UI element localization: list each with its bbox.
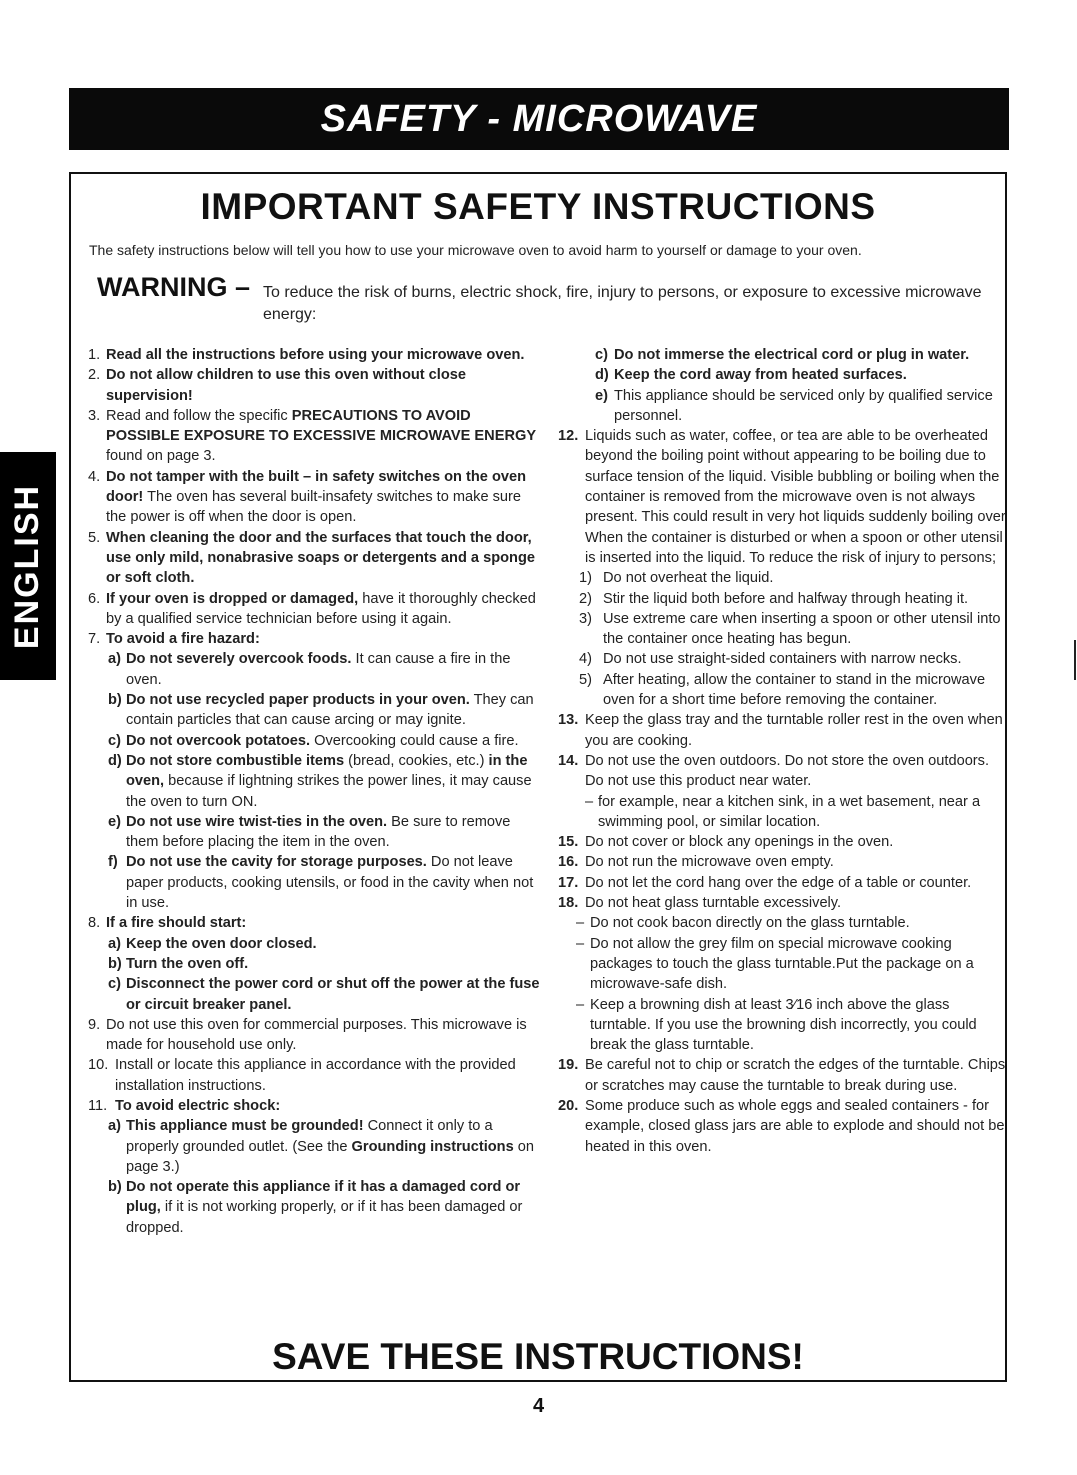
list-item: 1. Read all the instructions before using your microwave oven. bbox=[88, 347, 525, 363]
list-item: 4. Do not tamper with the built – in safety switches on the oven door! The oven has several built-insafety switches to make sure the power is off when the door is open. bbox=[88, 468, 527, 526]
edge-mark bbox=[1074, 640, 1076, 680]
list-item: 10. Install or locate this appliance in accordance with the provided installation instructions. bbox=[88, 1057, 516, 1094]
list-item: 14. Do not use the oven outdoors. Do not store the oven outdoors. Do not use this product near water. bbox=[558, 752, 990, 790]
step-item: 3) Use extreme care when inserting a spoon or other utensil into the container once heating has begun. bbox=[579, 610, 1001, 648]
list-item: 6. If your oven is dropped or damaged, have it thoroughly checked by a qualified service technician before using it again. bbox=[88, 590, 536, 627]
sub-item: c) Do not immerse the electrical cord or plug in water. bbox=[595, 347, 970, 363]
sub-item: b) Do not use recycled paper products in your oven. They can contain particles that can cause arcing or may ignite. bbox=[108, 692, 534, 729]
sub-item: d) Keep the cord away from heated surfaces. bbox=[595, 367, 907, 384]
list-item: 7. To avoid a fire hazard: bbox=[88, 631, 260, 648]
warning-text: To reduce the risk of burns, electric shock, fire, injury to persons, or exposure to excessive microwave energy: bbox=[263, 284, 982, 323]
sub-item: a) This appliance must be grounded! Connect it only to a properly grounded outlet. (See the Grounding instructions on page 3.) bbox=[108, 1118, 534, 1175]
list-item: 19. Be careful not to chip or scratch the edges of the turntable. Chips or scratches may cause the turntable to break during use. bbox=[558, 1057, 1006, 1094]
language-tab bbox=[0, 452, 56, 680]
sub-item: f) Do not use the cavity for storage purposes. Do not leave paper products, cooking utensils, or food in the cavity when not in use. bbox=[108, 854, 534, 912]
list-item: 9. Do not use this oven for commercial purposes. This microwave is made for household use only. bbox=[88, 1016, 527, 1054]
sub-item: c) Disconnect the power cord or shut off the power at the fuse or circuit breaker panel. bbox=[108, 976, 540, 1013]
list-item: 3. Read and follow the specific PRECAUTIONS TO AVOID POSSIBLE EXPOSURE TO EXCESSIVE MICROWAVE ENERGY found on page 3. bbox=[88, 407, 537, 465]
list-item: 12. Liquids such as water, coffee, or tea are able to be overheated beyond the boiling point without appearing to be boiling due to surface tension of the liquid. Visible bubbling or boiling when the container is removed from the microwave oven is not always present. This could result in very hot liquids suddenly boiling over When the container is disturbed or when a spoon or other utensil is inserted into the liquid. To reduce the risk of injury to persons; bbox=[558, 428, 1006, 566]
section-title: SAFETY - MICROWAVE bbox=[320, 97, 758, 140]
sub-item: a) Keep the oven door closed. bbox=[108, 935, 317, 952]
sub-item: e) Do not use wire twist-ties in the oven. Be sure to remove them before placing the item in the oven. bbox=[108, 813, 511, 851]
dash-item: – Keep a browning dish at least 3⁄16 inch above the glass turntable. If you use the browning dish incorrectly, you could break the glass turntable. bbox=[576, 996, 977, 1054]
sub-item: d) Do not store combustible items (bread, cookies, etc.) in the oven, because if lightning strikes the power lines, it may cause the oven to turn ON. bbox=[108, 752, 532, 810]
step-item: 1) Do not overheat the liquid. bbox=[579, 570, 774, 587]
dash-item: – Do not allow the grey film on special microwave cooking packages to touch the glass turntable.Put the package on a microwave-safe dish. bbox=[576, 935, 974, 993]
section-header-banner bbox=[69, 88, 1009, 150]
left-column bbox=[88, 345, 543, 1238]
sub-item: c) Do not overcook potatoes. Overcooking could cause a fire. bbox=[108, 732, 519, 749]
page-number: 4 bbox=[532, 1395, 545, 1417]
dash-item: – for example, near a kitchen sink, in a wet basement, near a swimming pool, or similar location. bbox=[585, 793, 981, 830]
step-item: 4) Do not use straight-sided containers with narrow necks. bbox=[579, 651, 962, 668]
list-item: 2. Do not allow children to use this oven without close supervision! bbox=[88, 367, 467, 404]
intro-text: The safety instructions below will tell you how to use your microwave oven to avoid harm to yourself or damage to your oven. bbox=[89, 242, 862, 258]
list-item: 16. Do not run the microwave oven empty. bbox=[558, 854, 834, 871]
warning-label: WARNING – bbox=[97, 272, 251, 302]
dash-item: – Do not cook bacon directly on the glass turntable. bbox=[576, 915, 910, 932]
list-item: 13. Keep the glass tray and the turntable roller rest in the oven when you are cooking. bbox=[558, 712, 1003, 749]
list-item: 18. Do not heat glass turntable excessively. bbox=[558, 895, 842, 912]
instructions-box bbox=[69, 172, 1007, 1382]
list-item: 17. Do not let the cord hang over the edge of a table or counter. bbox=[558, 874, 972, 891]
sub-item: b) Do not operate this appliance if it has a damaged cord or plug, if it is not working properly, or if it has been damaged or dropped. bbox=[108, 1179, 523, 1236]
list-item: 8. If a fire should start: bbox=[88, 915, 247, 932]
sub-item: a) Do not severely overcook foods. It can cause a fire in the oven. bbox=[108, 651, 511, 688]
step-item: 5) After heating, allow the container to stand in the microwave oven for a short time before removing the container. bbox=[579, 671, 986, 709]
save-instructions-title: SAVE THESE INSTRUCTIONS! bbox=[272, 1336, 804, 1377]
language-tab-label: ENGLISH bbox=[8, 483, 47, 649]
main-title: IMPORTANT SAFETY INSTRUCTIONS bbox=[200, 186, 876, 227]
sub-item: b) Turn the oven off. bbox=[108, 955, 249, 972]
sub-item: e) This appliance should be serviced only by qualified service personnel. bbox=[595, 387, 993, 424]
step-item: 2) Stir the liquid both before and halfway through heating it. bbox=[579, 590, 969, 607]
list-item: 11. To avoid electric shock: bbox=[88, 1097, 281, 1114]
right-column bbox=[558, 345, 1006, 1157]
list-item: 5. When cleaning the door and the surfaces that touch the door, use only mild, nonabrasive soaps or detergents and a sponge or soft cloth. bbox=[88, 529, 535, 587]
list-item: 20. Some produce such as whole eggs and sealed containers - for example, closed glass jars are able to explode and should not be heated in this oven. bbox=[558, 1097, 1005, 1155]
list-item: 15. Do not cover or block any openings in the oven. bbox=[558, 834, 894, 851]
